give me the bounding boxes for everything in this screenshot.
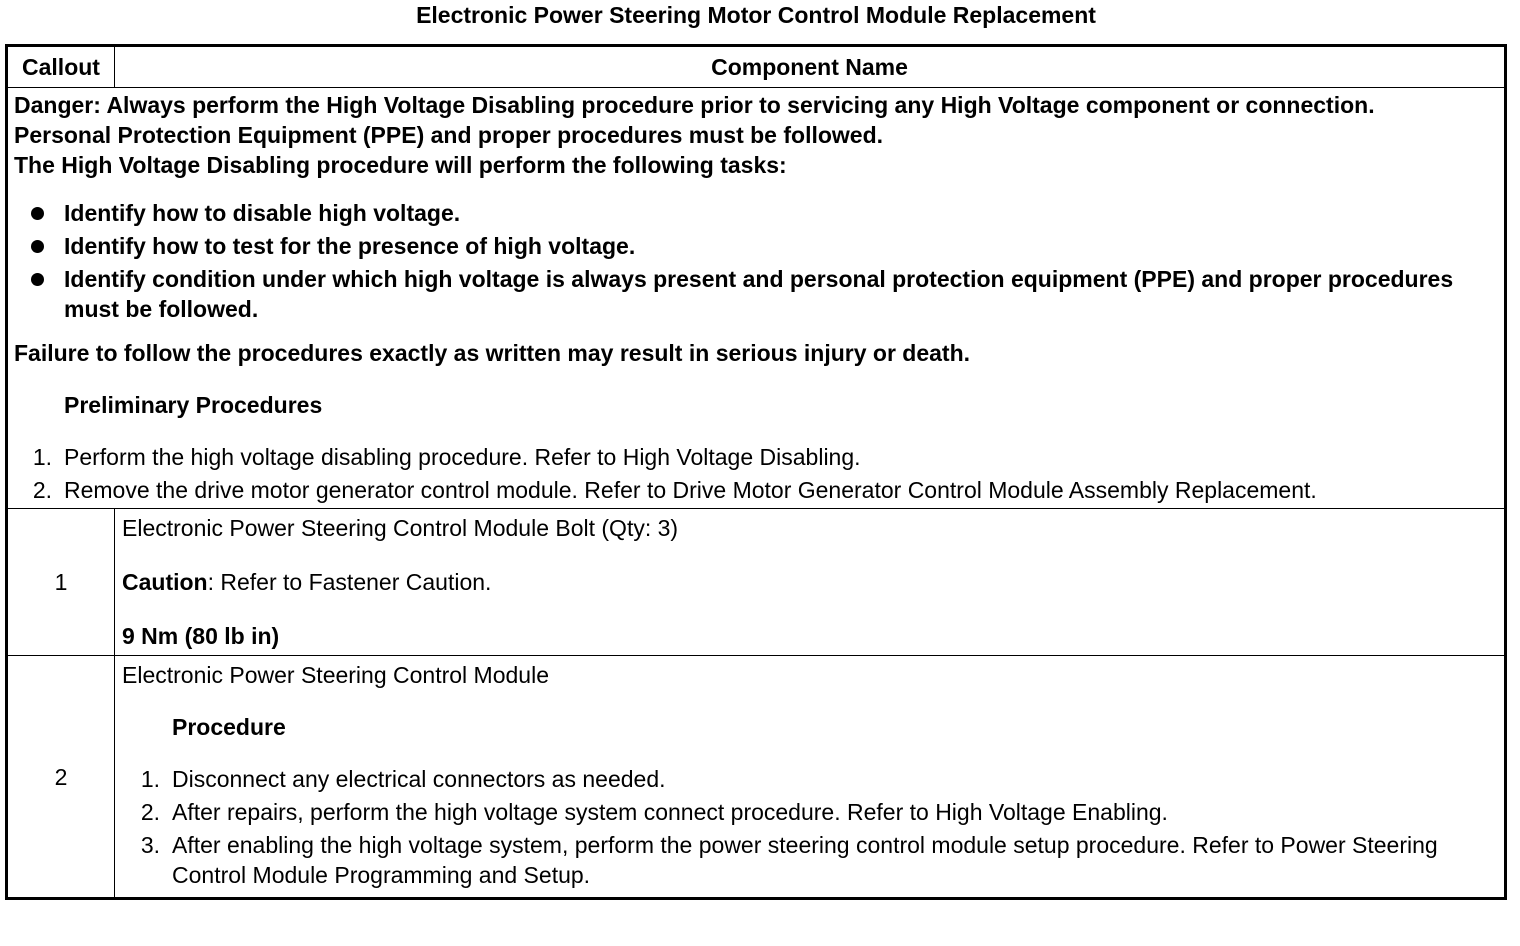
danger-cell (7, 88, 1506, 509)
danger-line-2: Personal Protection Equipment (PPE) and proper procedures must be followed. (14, 122, 884, 148)
step-number: 3. (140, 832, 160, 858)
component-name-cell (115, 509, 1506, 656)
caution-label: Caution (122, 569, 208, 595)
danger-row (7, 88, 1506, 509)
procedure-steps (122, 764, 1498, 890)
component-table (5, 44, 1507, 900)
component-name: Electronic Power Steering Control Module Bolt (Qty: 3) (122, 515, 679, 541)
danger-bullet (14, 231, 1498, 261)
step-text: Perform the high voltage disabling procedure. Refer to High Voltage Disabling. (64, 444, 861, 470)
bullet-dot-icon (31, 273, 44, 286)
step-number: 1. (32, 444, 52, 470)
danger-failure-warning: Failure to follow the procedures exactly as written may result in serious injury or death. (14, 340, 971, 366)
step-text: Disconnect any electrical connectors as needed. (172, 766, 666, 792)
preliminary-steps (14, 442, 1498, 505)
step-text: After repairs, perform the high voltage system connect procedure. Refer to High Voltage Enabling. (172, 799, 1168, 825)
procedure-step (122, 764, 1498, 794)
component-name-header: Component Name (115, 46, 1506, 88)
document-title: Electronic Power Steering Motor Control Module Replacement (416, 2, 1096, 28)
preliminary-step (14, 442, 1498, 472)
step-number: 1. (140, 766, 160, 792)
step-number: 2. (140, 799, 160, 825)
danger-line-3: The High Voltage Disabling procedure will perform the following tasks: (14, 152, 787, 178)
procedure-heading: Procedure (172, 714, 286, 740)
header-row (7, 46, 1506, 88)
caution-text: : Refer to Fastener Caution. (207, 569, 492, 595)
danger-line-1: Danger: Always perform the High Voltage Disabling procedure prior to servicing any High Voltage component or connection. (14, 92, 1375, 118)
procedure-step (122, 830, 1498, 890)
component-name-cell (115, 656, 1506, 899)
procedure-step (122, 797, 1498, 827)
step-number: 2. (32, 477, 52, 503)
step-text: After enabling the high voltage system, perform the power steering control module setup procedure. Refer to Power Steering Control Module Programming and Setup. (172, 832, 1438, 888)
danger-bullet (14, 264, 1498, 324)
preliminary-procedures-heading: Preliminary Procedures (64, 392, 323, 418)
preliminary-step (14, 475, 1498, 505)
danger-bullet-text: Identify how to test for the presence of high voltage. (64, 233, 636, 259)
bullet-dot-icon (31, 207, 44, 220)
callout-header: Callout (7, 46, 115, 88)
bullet-dot-icon (31, 240, 44, 253)
danger-bullet-list (14, 198, 1498, 324)
callout-cell: 1 (7, 509, 115, 656)
step-text: Remove the drive motor generator control module. Refer to Drive Motor Generator Control Module Assembly Replacement. (64, 477, 1317, 503)
danger-bullet (14, 198, 1498, 228)
danger-bullet-text: Identify condition under which high voltage is always present and personal protection equipment (PPE) and proper procedures must be followed. (64, 266, 1454, 322)
torque-spec: 9 Nm (80 lb in) (122, 623, 280, 649)
table-row (7, 509, 1506, 656)
caution-note (122, 567, 1498, 597)
callout-cell: 2 (7, 656, 115, 899)
table-row (7, 656, 1506, 899)
component-name: Electronic Power Steering Control Module (122, 662, 549, 688)
danger-bullet-text: Identify how to disable high voltage. (64, 200, 461, 226)
